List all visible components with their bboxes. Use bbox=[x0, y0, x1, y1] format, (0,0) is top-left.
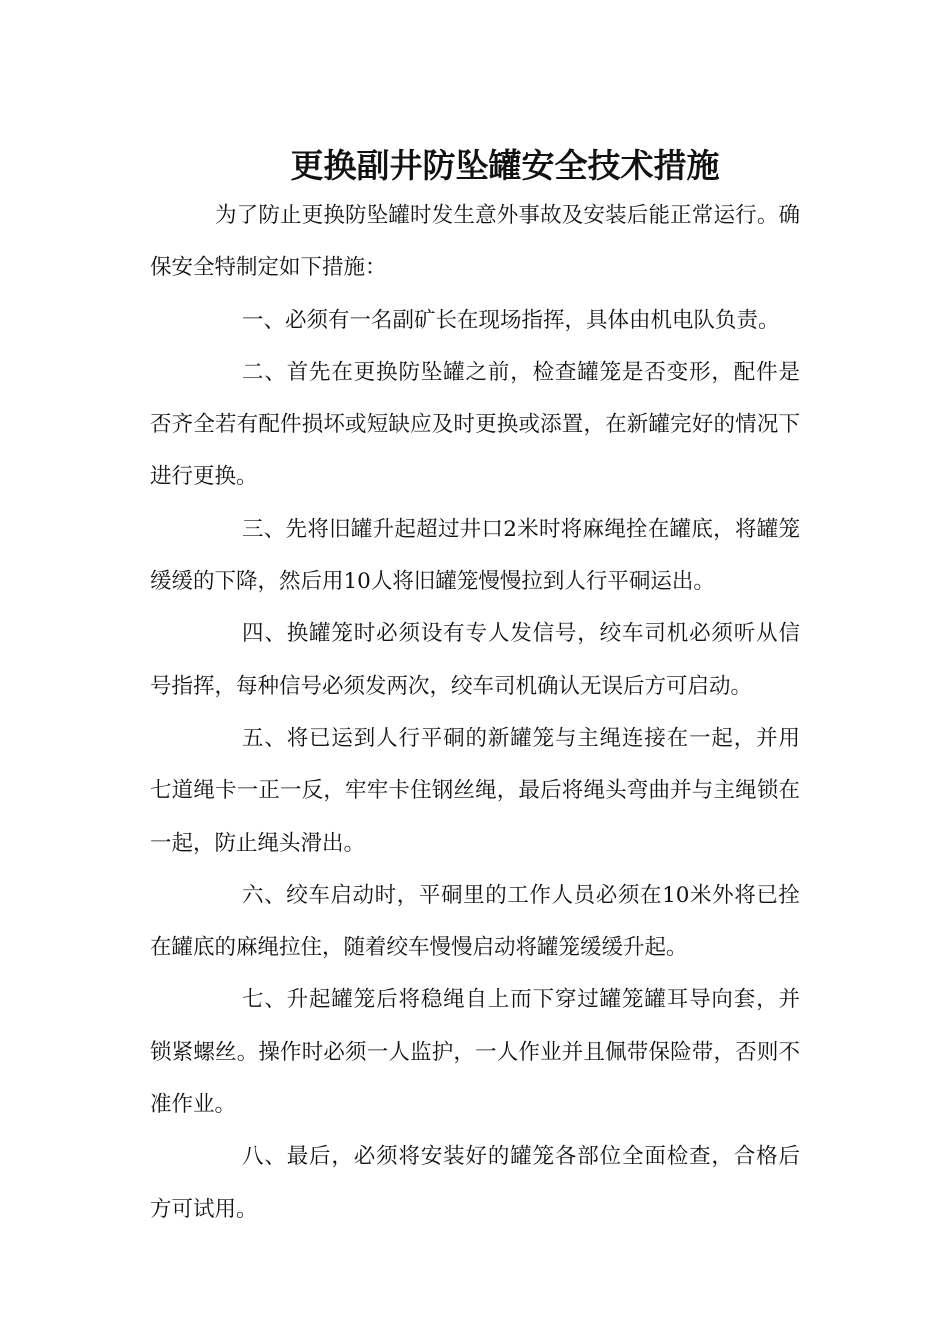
measure-item-5: 五、将已运到人行平硐的新罐笼与主绳连接在一起，并用七道绳卡一正一反，牢牢卡住钢丝绳，最后将绳头弯曲并与主绳锁在一起，防止绳头滑出。 bbox=[150, 725, 800, 856]
measure-item-4: 四、换罐笼时必须设有专人发信号，绞车司机必须听从信号指挥，每种信号必须发两次，绞车司机确认无误后方可启动。 bbox=[150, 621, 800, 699]
measure-item-2: 二、首先在更换防坠罐之前，检查罐笼是否变形，配件是否齐全若有配件损坏或短缺应及时更换或添置，在新罐完好的情况下进行更换。 bbox=[150, 359, 800, 490]
measure-item-6: 六、绞车启动时，平硐里的工作人员必须在10米外将已拴在罐底的麻绳拉住，随着绞车慢慢启动将罐笼缓缓升起。 bbox=[150, 882, 800, 961]
intro-paragraph: 为了防止更换防坠罐时发生意外事故及安装后能正常运行。确保安全特制定如下措施： bbox=[150, 203, 800, 281]
measure-item-3: 三、先将旧罐升起超过井口2米时将麻绳拴在罐底，将罐笼缓缓的下降，然后用10人将旧罐笼慢慢拉到人行平硐运出。 bbox=[150, 516, 800, 595]
document-title: 更换副井防坠罐安全技术措施 bbox=[290, 146, 720, 186]
measure-item-7: 七、升起罐笼后将稳绳自上而下穿过罐笼罐耳导向套，并锁紧螺丝。操作时必须一人监护，一人作业并且佩带保险带，否则不准作业。 bbox=[150, 987, 800, 1118]
document-body bbox=[150, 190, 800, 1236]
measure-item-1: 一、必须有一名副矿长在现场指挥，具体由机电队负责。 bbox=[242, 307, 780, 333]
measure-item-8: 八、最后，必须将安装好的罐笼各部位全面检查，合格后方可试用。 bbox=[150, 1144, 800, 1222]
